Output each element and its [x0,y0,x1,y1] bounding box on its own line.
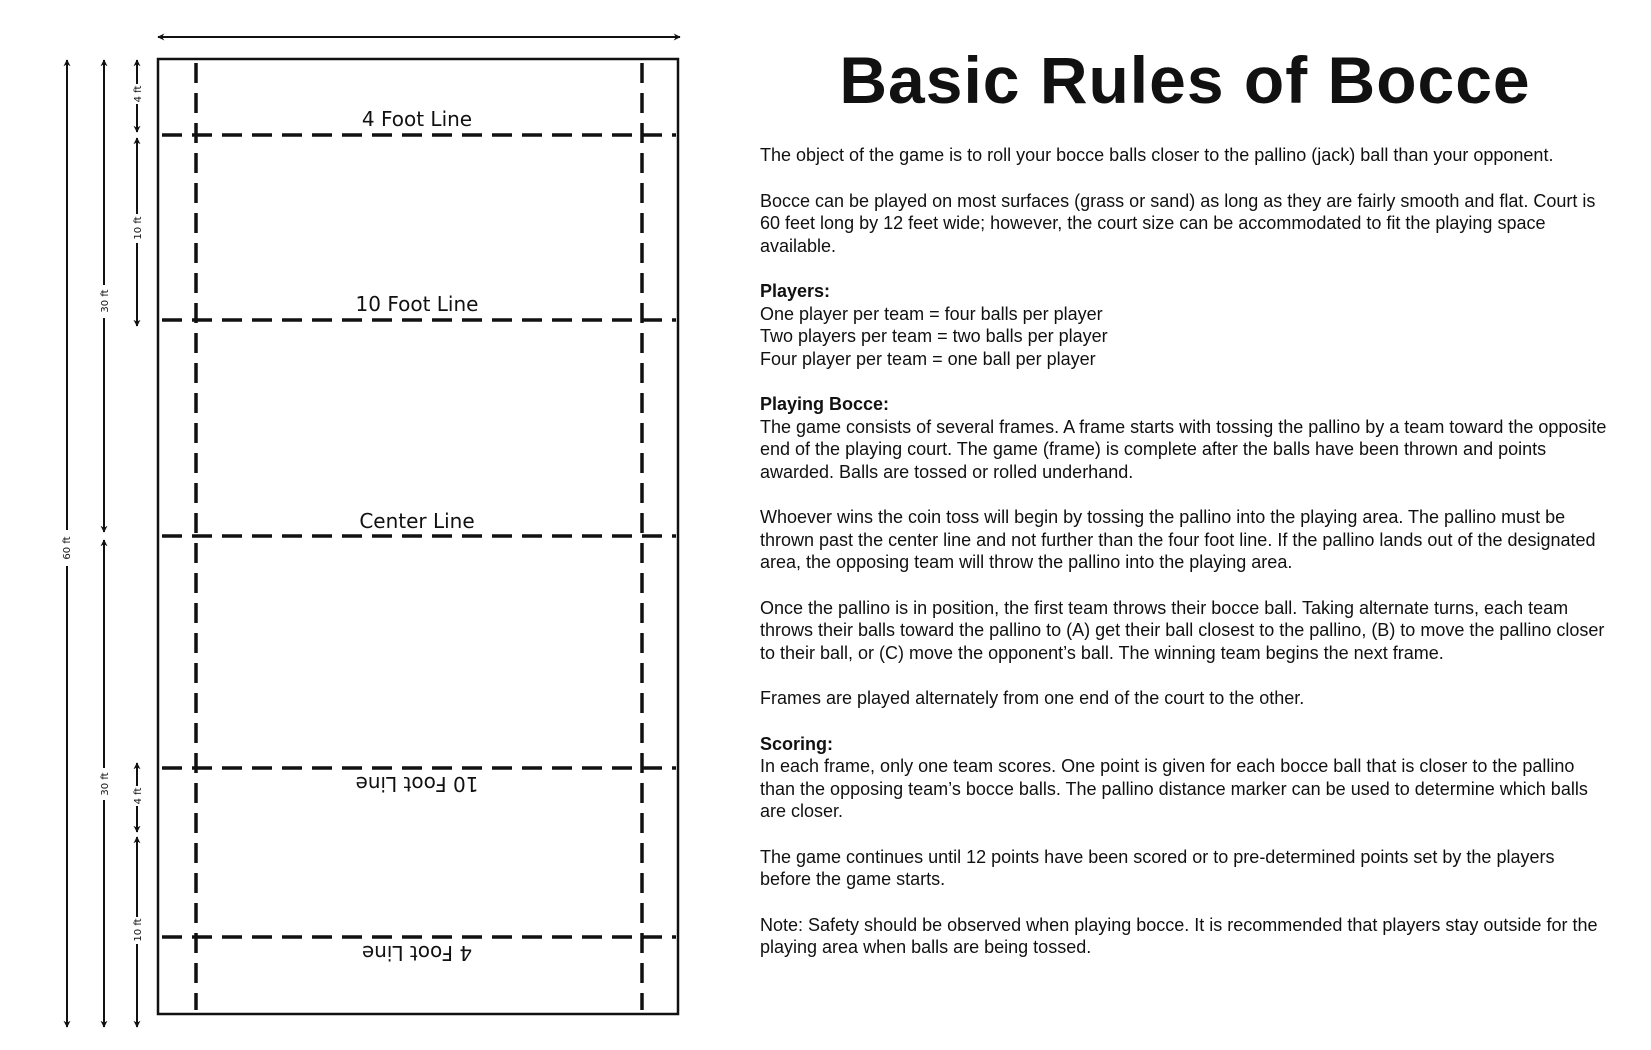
scoring-paragraph: In each frame, only one team scores. One point is given for each bocce ball that is closer to the pallino than the opposing team’s bocce balls. The pallino distance marker can be used to determine which balls are closer. [760,756,1588,821]
players-heading: Players: [760,281,831,301]
playing-paragraph: The game consists of several frames. A frame starts with tossing the pallino by a team toward the opposite end of the playing court. The game (frame) is complete after the balls have been thrown and points awarded. Balls are tossed or rolled underhand. [760,416,1607,482]
intro-paragraph: The object of the game is to roll your bocce balls closer to the pallino (jack) ball than your opponent. [760,145,1554,165]
ten-foot-line-bottom-label: 10 Foot Line [355,772,479,796]
surface-paragraph: Bocce can be played on most surfaces (grass or sand) as long as they are fairly smooth and flat. Court is 60 feet long by 12 feet wide; however, the court size can be accommodated to fit the playing space available. [760,190,1596,256]
scoring-paragraph: The game continues until 12 points have been scored or to pre-determined points set by the players before the game starts. [760,846,1555,889]
court-diagram [0,0,700,1050]
dimension-60ft-label: 60 ft [62,536,73,560]
scoring-heading: Scoring: [760,733,834,754]
playing-paragraph: Frames are played alternately from one end of the court to the other. [760,688,1305,708]
scoring-section [760,733,1610,823]
dimension-30ft-top-label: 30 ft [100,289,111,313]
dimension-10ft-top-label: 10 ft [133,216,144,240]
ten-foot-line-top-label: 10 Foot Line [355,292,479,316]
rules-column [760,40,1610,982]
playing-section [760,393,1610,483]
dimension-30ft-bottom-label: 30 ft [100,772,111,796]
four-foot-line-bottom-label: 4 Foot Line [361,941,473,965]
playing-paragraph: Whoever wins the coin toss will begin by tossing the pallino into the playing area. The pallino must be thrown past the center line and not further than the four foot line. If the pallino lands out of the designated area, the opposing team will throw the pallino into the playing area. [760,507,1596,572]
players-line: One player per team = four balls per player [760,303,1103,324]
players-line: Four player per team = one ball per player [760,348,1096,369]
center-line-label: Center Line [359,509,475,533]
playing-paragraph: Once the pallino is in position, the first team throws their bocce ball. Taking alternate turns, each team throws their balls toward the pallino to (A) get their ball closest to the pallino, (B) to move the pallino closer to their ball, or (C) move the opponent’s ball. The winning team begins the next frame. [760,597,1605,663]
playing-heading: Playing Bocce: [760,394,890,414]
players-section [760,280,1610,370]
four-foot-line-top-label: 4 Foot Line [361,107,473,131]
dimension-4ft-top-label: 4 ft [133,85,144,103]
players-line: Two players per team = two balls per player [760,326,1108,346]
page-title: Basic Rules of Bocce [839,43,1531,117]
dimension-10ft-bottom-label: 10 ft [133,918,144,942]
safety-note-paragraph: Note: Safety should be observed when playing bocce. It is recommended that players stay outside for the playing area when balls are being tossed. [760,914,1598,957]
dimension-4ft-bottom-label: 4 ft [133,787,144,805]
